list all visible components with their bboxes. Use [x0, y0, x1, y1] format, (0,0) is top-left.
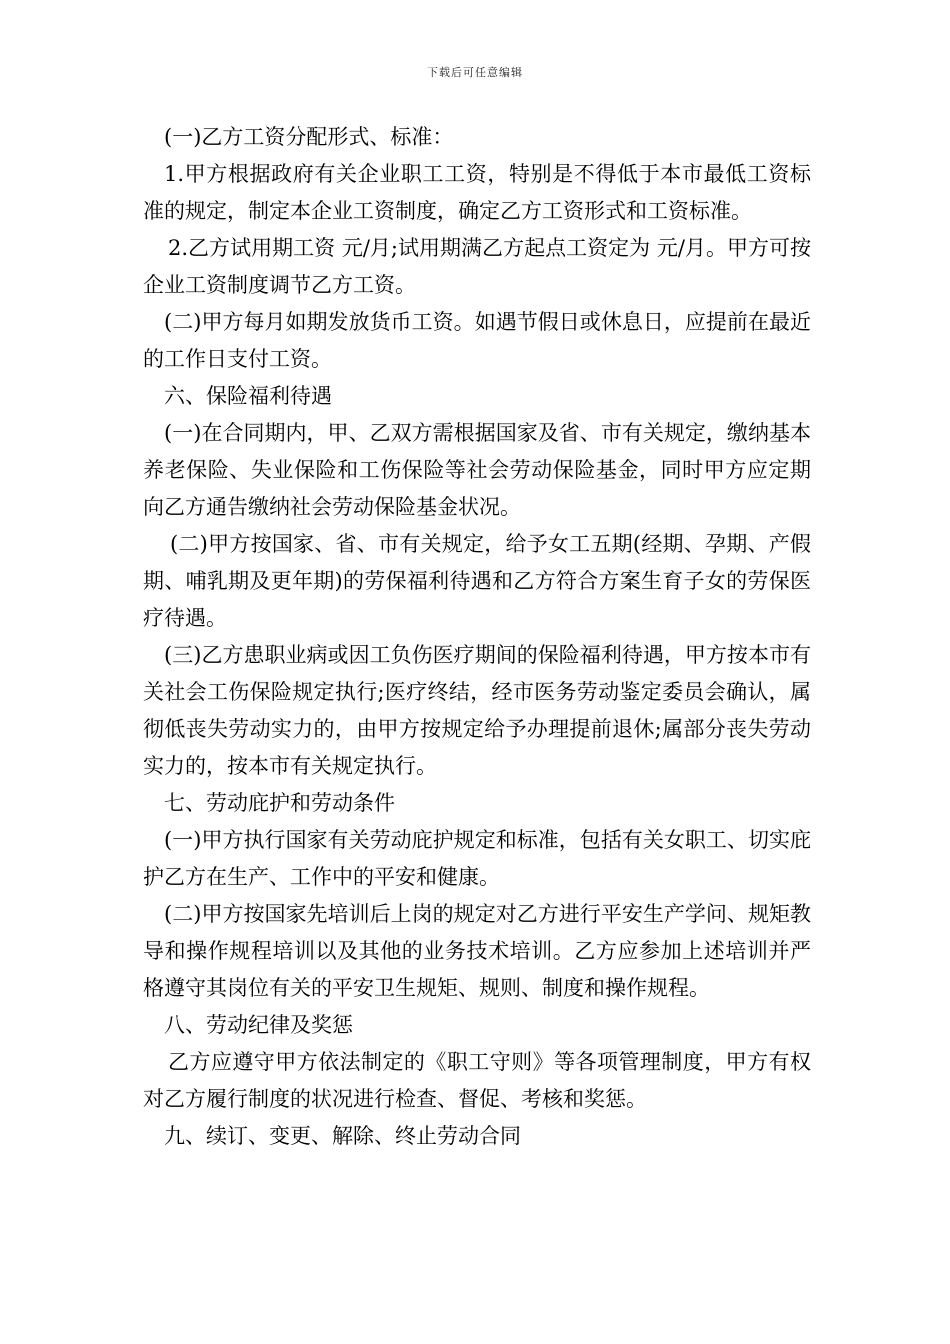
- paragraph-wage-item-1: 1.甲方根据政府有关企业职工工资，特别是不得低于本市最低工资标准的规定，制定本企业工资制度，确定乙方工资形式和工资标准。: [143, 162, 811, 223]
- paragraph-wage-item-2: 2.乙方试用期工资 元/月;试用期满乙方起点工资定为 元/月。甲方可按企业工资制度调节乙方工资。: [143, 236, 811, 297]
- paragraph-insurance-3: (三)乙方患职业病或因工负伤医疗期间的保险福利待遇，甲方按本市有关社会工伤保险规定执行;医疗终结，经市医务劳动鉴定委员会确认，属彻低丧失劳动实力的，由甲方按规定给予办理提前退休;属部分丧失劳动实力的，按本市有关规定执行。: [143, 643, 811, 778]
- paragraph-protection-2: (二)甲方按国家先培训后上岗的规定对乙方进行平安生产学问、规矩教导和操作规程培训以及其他的业务技术培训。乙方应参加上述培训并严格遵守其岗位有关的平安卫生规矩、规则、制度和操作规程。: [143, 902, 811, 1000]
- paragraph-wage-payment: (二)甲方每月如期发放货币工资。如遇节假日或休息日，应提前在最近的工作日支付工资。: [143, 310, 811, 371]
- paragraph-wage-form: (一)乙方工资分配形式、标准：: [164, 125, 454, 149]
- paragraph-discipline: 乙方应遵守甲方依法制定的《职工守则》等各项管理制度，甲方有权对乙方履行制度的状况进行检查、督促、考核和奖惩。: [143, 1050, 811, 1111]
- section-heading-contract-changes: 九、续订、变更、解除、终止劳动合同: [164, 1124, 521, 1148]
- paragraph-insurance-2: (二)甲方按国家、省、市有关规定，给予女工五期(经期、孕期、产假期、哺乳期及更年期)的劳保福利待遇和乙方符合方案生育子女的劳保医疗待遇。: [143, 532, 811, 630]
- page-header-note: 下载后可任意编辑: [427, 66, 523, 79]
- section-heading-discipline: 八、劳动纪律及奖惩: [164, 1013, 353, 1037]
- paragraph-insurance-1: (一)在合同期内，甲、乙双方需根据国家及省、市有关规定，缴纳基本养老保险、失业保险和工伤保险等社会劳动保险基金，同时甲方应定期向乙方通告缴纳社会劳动保险基金状况。: [143, 421, 811, 519]
- section-heading-insurance: 六、保险福利待遇: [164, 384, 332, 408]
- section-heading-labor-protection: 七、劳动庇护和劳动条件: [164, 791, 395, 815]
- document-body: [143, 119, 811, 1155]
- paragraph-protection-1: (一)甲方执行国家有关劳动庇护规定和标准，包括有关女职工、切实庇护乙方在生产、工作中的平安和健康。: [143, 828, 811, 889]
